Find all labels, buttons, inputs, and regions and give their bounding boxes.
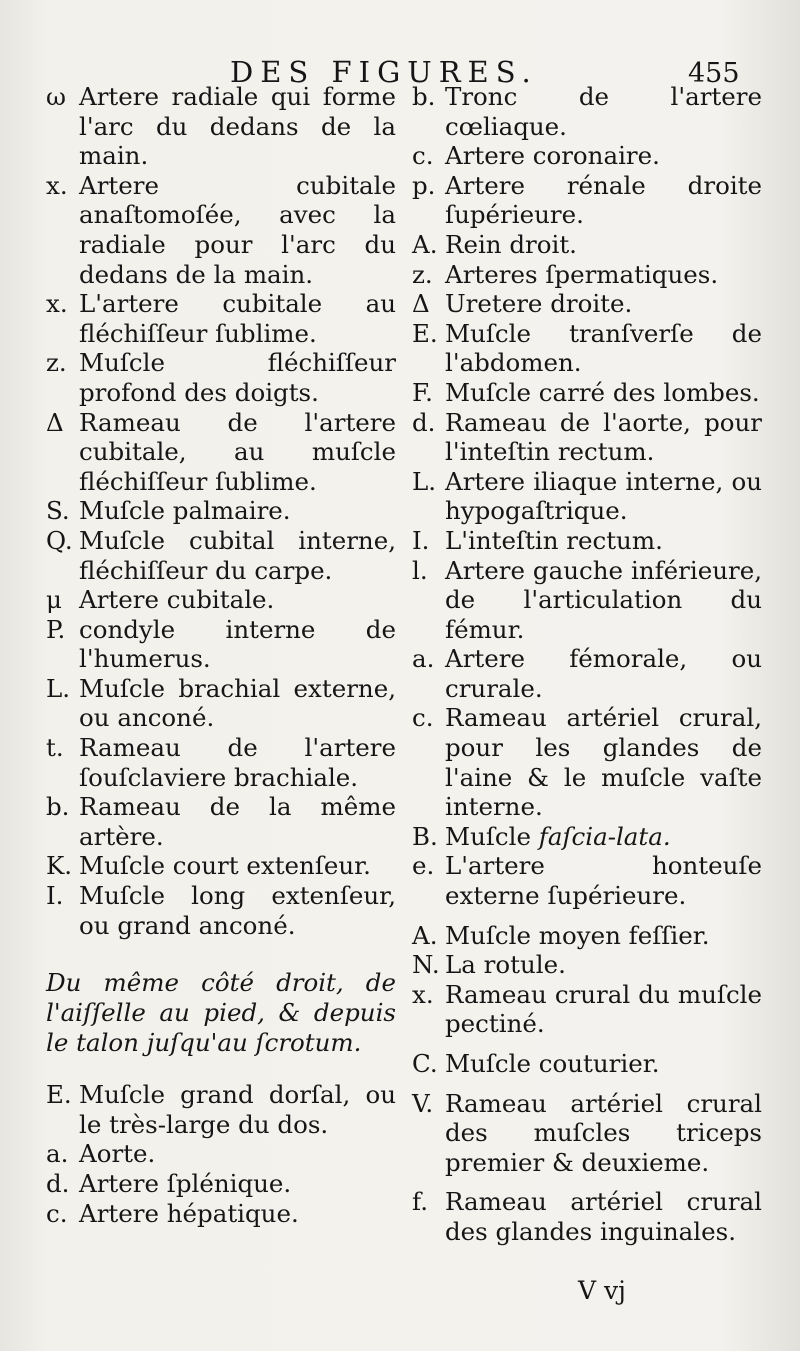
entry-text: Artere rénale droite ſupérieure. <box>445 170 762 230</box>
entry <box>46 289 396 348</box>
entry <box>412 921 762 951</box>
entry-text: Artere hépatique. <box>79 1198 299 1228</box>
left-entries-top <box>46 82 396 940</box>
entry-text: La rotule. <box>445 950 566 980</box>
entry <box>46 674 396 733</box>
entry-key: S. <box>46 496 70 526</box>
entry-text: Muſcle tranſverſe de l'abdomen. <box>445 318 762 378</box>
entry <box>46 733 396 792</box>
entry <box>46 1139 396 1169</box>
entry-text: L'inteſtin rectum. <box>445 525 663 555</box>
entry-key: C. <box>412 1049 438 1078</box>
entry-text: Muſcle brachial externe, ou anconé. <box>79 673 396 733</box>
entry-text: Muſcle long extenſeur, ou grand anconé. <box>79 881 396 940</box>
entry-key: d. <box>46 1169 70 1198</box>
right-entries-e <box>412 1187 762 1246</box>
entry-key: d. <box>412 407 436 437</box>
entry-key: b. <box>412 82 436 111</box>
entry-key: c. <box>412 141 434 171</box>
entry <box>412 1049 762 1079</box>
running-head: DES FIGURES. <box>230 55 538 89</box>
entry-key: z. <box>46 348 67 378</box>
entry <box>412 171 762 230</box>
entry-key: L. <box>412 466 437 496</box>
entry <box>412 644 762 703</box>
right-entries-a <box>412 82 762 911</box>
right-entries-c <box>412 1049 762 1079</box>
entry-text: Artere gauche inférieure, de l'articulation du fémur. <box>445 555 762 644</box>
entry-text: Muſcle moyen feſſier. <box>445 920 710 950</box>
entry <box>412 230 762 260</box>
entry-key: x. <box>46 170 68 200</box>
entry <box>46 1199 396 1229</box>
right-entries-d <box>412 1089 762 1178</box>
entry <box>412 289 762 319</box>
entry-text: Aorte. <box>79 1139 156 1169</box>
entry-text: Muſcle <box>445 821 539 851</box>
entry-key: I. <box>46 881 64 911</box>
entry-key: F. <box>412 377 433 407</box>
entry-key: Δ <box>46 407 64 437</box>
entry-text: L'artere cubitale au fléchiſſeur ſublime. <box>79 289 396 348</box>
entry-key: x. <box>412 979 434 1009</box>
section-title: Du même côté droit, de l'aiſſelle au pied, & depuis le talon juſqu'au ſcrotum. <box>46 968 396 1058</box>
left-entries-bottom <box>46 1080 396 1228</box>
entry <box>412 526 762 556</box>
entry <box>412 556 762 645</box>
entry <box>412 950 762 980</box>
entry-text: Muſcle carré des lombes. <box>445 377 760 407</box>
entry <box>412 408 762 467</box>
entry-text: Artere radiale qui forme l'arc du dedans de la main. <box>79 82 396 171</box>
entry-key: x. <box>46 289 68 319</box>
entry-key: c. <box>412 703 434 733</box>
page-number: 455 <box>688 58 740 89</box>
entry-key: A. <box>412 229 438 259</box>
entry-key: c. <box>46 1198 68 1228</box>
entry <box>46 82 396 171</box>
entry-key: a. <box>412 644 435 674</box>
entry-text: Muſcle couturier. <box>445 1049 660 1078</box>
entry <box>46 585 396 615</box>
entry-key: Q. <box>46 525 73 555</box>
entry-key: z. <box>412 259 433 289</box>
entry-text: Rameau de l'artere cubitale, au muſcle fléchiſſeur ſublime. <box>79 407 396 496</box>
entry <box>46 615 396 674</box>
entry <box>412 467 762 526</box>
entry-text: Artere cubitale anaſtomoſée, avec la radiale pour l'arc du dedans de la main. <box>79 170 396 289</box>
entry <box>412 378 762 408</box>
entry <box>412 1089 762 1178</box>
entry-text: Artere fémorale, ou crurale. <box>445 644 762 703</box>
entry-text: Tronc de l'artere cœliaque. <box>445 82 762 141</box>
entry <box>46 851 396 881</box>
entry-text: Rein droit. <box>445 229 577 259</box>
entry-text: Rameau crural du muſcle pectiné. <box>445 979 762 1039</box>
entry-key: l. <box>412 555 428 585</box>
entry-text: Uretere droite. <box>445 289 633 319</box>
entry-text: Rameau de la même artère. <box>79 792 396 851</box>
right-entries-b <box>412 921 762 1039</box>
entry <box>46 792 396 851</box>
entry-text: condyle interne de l'humerus. <box>79 614 396 674</box>
entry-key: V. <box>412 1088 434 1118</box>
entry-text: L'artere honteuſe externe ſupérieure. <box>445 851 762 911</box>
entry-key: P. <box>46 614 66 644</box>
entry <box>412 319 762 378</box>
entry <box>412 1187 762 1246</box>
signature-mark: V vj <box>578 1276 626 1305</box>
right-column <box>412 82 762 1247</box>
entry-key: p. <box>412 170 436 200</box>
entry <box>46 171 396 289</box>
entry-key: L. <box>46 673 71 703</box>
entry-key: K. <box>46 851 73 881</box>
entry <box>46 348 396 407</box>
entry-text: Artere ſplénique. <box>79 1169 292 1198</box>
entry <box>412 980 762 1039</box>
entry-text: Muſcle grand dorſal, ou le très-large du dos. <box>79 1080 396 1139</box>
entry <box>46 526 396 585</box>
entry-key: A. <box>412 920 438 950</box>
entry-text: Rameau artériel crural, pour les glandes de l'aine & le muſcle vaſte interne. <box>445 703 762 822</box>
entry-key: a. <box>46 1139 69 1169</box>
entry-key: Δ <box>412 289 430 319</box>
entry-text: Muſcle fléchiſſeur profond des doigts. <box>79 348 396 407</box>
entry-text: Artere iliaque interne, ou hypogaſtrique. <box>445 466 762 526</box>
entry-key: I. <box>412 525 430 555</box>
entry-key: B. <box>412 821 438 851</box>
entry-text: Muſcle palmaire. <box>79 496 291 526</box>
entry-key: t. <box>46 733 64 763</box>
entry <box>46 496 396 526</box>
entry-text: Muſcle court extenſeur. <box>79 851 371 881</box>
entry-key: b. <box>46 792 70 822</box>
entry <box>46 1080 396 1139</box>
entry <box>412 822 762 852</box>
entry-key: E. <box>46 1080 72 1110</box>
entry-text: Artere coronaire. <box>445 141 660 171</box>
entry-key: ω <box>46 82 66 111</box>
entry-text: Rameau de l'artere ſouſclaviere brachiale. <box>79 733 396 792</box>
entry <box>46 1169 396 1199</box>
entry-text: Rameau artériel crural des muſcles triceps premier & deuxieme. <box>445 1088 762 1177</box>
entry-text: Rameau de l'aorte, pour l'inteſtin rectum. <box>445 407 762 467</box>
entry-key: E. <box>412 318 438 348</box>
entry-text: Rameau artériel crural des glandes inguinales. <box>445 1187 762 1246</box>
left-column <box>46 82 396 1228</box>
entry <box>46 408 396 497</box>
entry-text: Artere cubitale. <box>79 585 275 615</box>
entry <box>412 82 762 141</box>
entry <box>412 703 762 821</box>
entry-italic-text: faſcia-lata. <box>538 821 671 851</box>
entry-text: Muſcle cubital interne, fléchiſſeur du carpe. <box>79 525 396 585</box>
entry <box>412 851 762 910</box>
entry <box>412 260 762 290</box>
entry-text: Arteres ſpermatiques. <box>445 259 719 289</box>
entry-key: e. <box>412 851 435 881</box>
entry-key: N. <box>412 950 440 980</box>
entry-key: μ <box>46 585 62 615</box>
entry <box>46 881 396 940</box>
entry-key: f. <box>412 1187 428 1217</box>
entry <box>412 141 762 171</box>
